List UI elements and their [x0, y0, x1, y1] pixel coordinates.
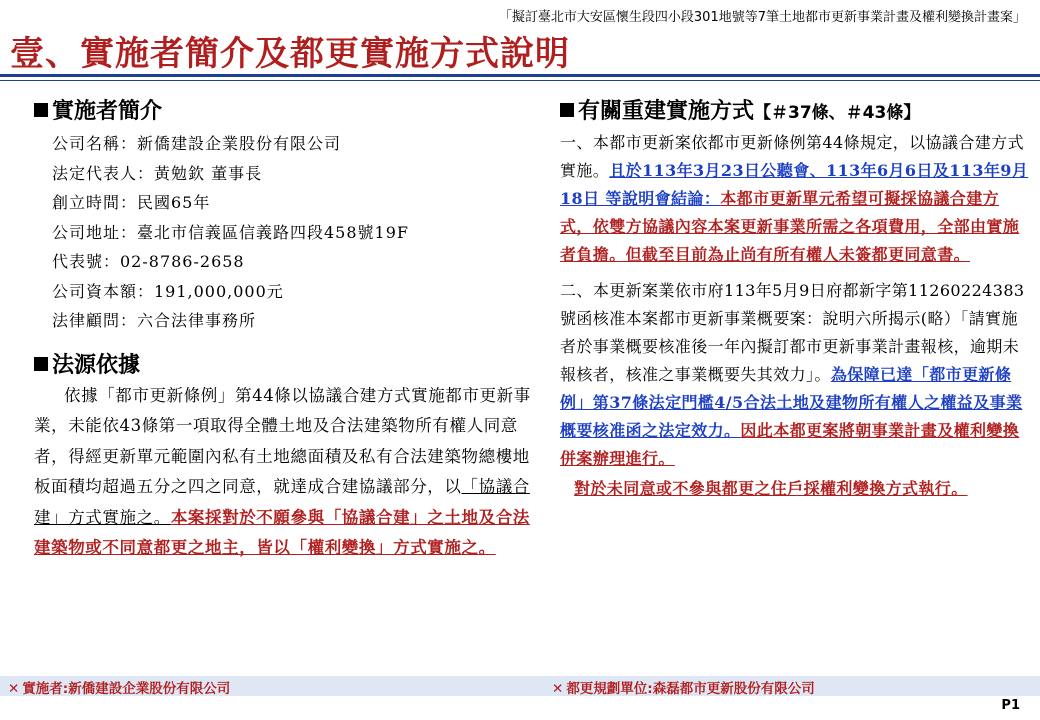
implementation-item-2: 二、本更新案業依市府113年5月9日府都新字第11260224383號函核准本案都市更新事業概要案：說明六所揭示(略）「請實施者於事業概要核准後一年內擬訂都市更新事業計畫報核，逾期未報核者，核准之事業概要失其效力」。為保障已達「都市更新條例」第37條法定門檻4/5合法土地及建物所有權人之權益及事業概要核准函之法定效力。因此本都更案將朝事業計畫及權利變換併案辦理進行。: [560, 281, 1025, 468]
page-title: 壹、實施者簡介及都更實施方式說明: [10, 34, 570, 74]
building-icon: ✕: [8, 681, 20, 697]
list-item: 法律顧問：六合法律事務所: [52, 311, 257, 330]
footer-bar: [0, 676, 1040, 696]
profile-heading: 實施者簡介: [34, 94, 534, 125]
right-column: [560, 94, 1030, 503]
list-item: 公司名稱：新僑建設企業股份有限公司: [52, 134, 342, 153]
title-rule: [0, 74, 1040, 77]
implementation-note: 對於未同意或不參與都更之住戶採權利變換方式執行。: [574, 479, 968, 498]
implementation-heading: 有關重建實施方式【＃37條、＃43條】: [560, 94, 1030, 125]
list-item: 法定代表人：黃勉欽 董事長: [52, 163, 263, 183]
list-item: 創立時間：民國65年: [52, 193, 211, 212]
list-item: 代表號：02-8786-2658: [52, 252, 245, 271]
page-number: P1: [1001, 698, 1020, 713]
square-bullet-icon: [560, 103, 574, 117]
legal-basis-paragraph: 依據「都市更新條例」第44條以協議合建方式實施都市更新事業，未能依43條第一項取得全體土地及合法建築物所有權人同意者，得經更新單元範圍內私有土地總面積及私有合法建築物總樓地板面積均超過五分之四之同意，就達成合建協議部分，以「協議合建」方式實施之。本案採對於不願參與「協議合建」之土地及合法建築物或不同意都更之地主，皆以「權利變換」方式實施之。: [34, 385, 531, 557]
square-bullet-icon: [34, 103, 48, 117]
list-item: 公司資本額：191,000,000元: [52, 281, 284, 301]
building-icon: ✕: [552, 681, 564, 697]
project-note: 「擬訂臺北市大安區懷生段四小段301地號等7筆土地都市更新事業計畫及權利變換計畫案」: [498, 10, 1026, 25]
profile-list: [52, 129, 534, 336]
title-rule-thin: [0, 80, 1040, 81]
legal-heading: 法源依據: [34, 348, 534, 379]
footer-implementer: ✕ 實施者:新僑建設企業股份有限公司: [8, 681, 231, 697]
left-column: [34, 94, 534, 564]
square-bullet-icon: [34, 357, 48, 371]
footer-planner: ✕ 都更規劃單位:森磊都市更新股份有限公司: [552, 681, 815, 697]
implementation-item-1: 一、本都市更新案依都市更新條例第44條規定，以協議合建方式實施。且於113年3月23日公聽會、113年6月6日及113年9月18日 等說明會結論：本都市更新單元希望可擬採協議合建方式，依雙方協議內容本案更新事業所需之各項費用，全部由實施者負擔。但截至目前為止尚有所有權人未簽都更同意書。: [560, 133, 1029, 264]
list-item: 公司地址：臺北市信義區信義路四段458號19F: [52, 222, 410, 242]
